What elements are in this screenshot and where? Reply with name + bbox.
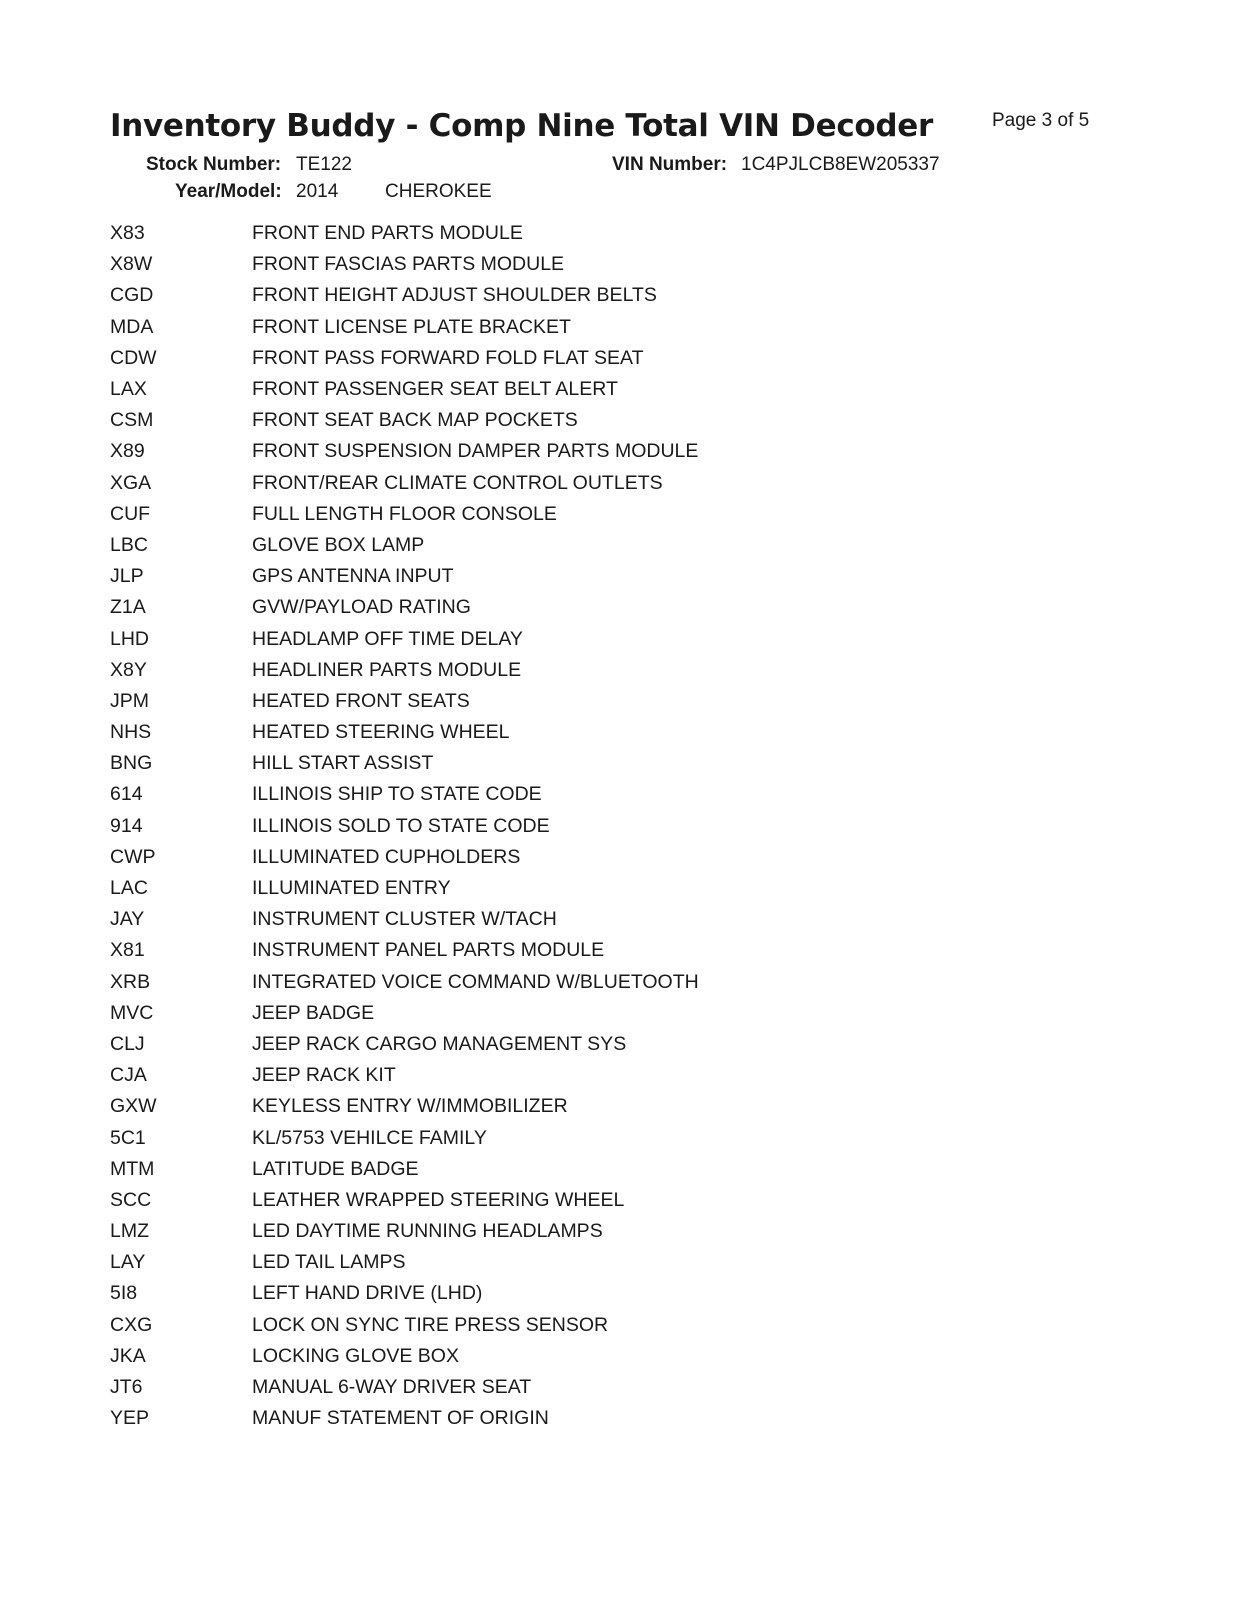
- option-code: LMZ: [110, 1220, 149, 1243]
- option-code: Z1A: [110, 596, 146, 619]
- option-row: [110, 530, 699, 561]
- option-description: HEADLINER PARTS MODULE: [252, 658, 522, 681]
- option-code: JT6: [110, 1376, 143, 1399]
- option-row: [110, 1185, 699, 1216]
- option-description: LED DAYTIME RUNNING HEADLAMPS: [252, 1220, 603, 1243]
- option-row: [110, 374, 699, 405]
- option-row: [110, 623, 699, 654]
- option-code: CDW: [110, 346, 157, 369]
- option-code: LAY: [110, 1251, 146, 1274]
- option-row: [110, 1403, 699, 1434]
- option-code: XGA: [110, 471, 152, 494]
- option-description: KL/5753 VEHILCE FAMILY: [252, 1126, 487, 1149]
- option-row: [110, 935, 699, 966]
- option-code: CWP: [110, 845, 156, 868]
- option-description: MANUF STATEMENT OF ORIGIN: [252, 1407, 549, 1430]
- option-code-list: [110, 218, 699, 1434]
- option-description: FRONT HEIGHT ADJUST SHOULDER BELTS: [252, 284, 657, 307]
- option-description: LOCKING GLOVE BOX: [252, 1344, 459, 1367]
- option-code: JPM: [110, 689, 149, 712]
- option-row: [110, 842, 699, 873]
- option-description: ILLINOIS SHIP TO STATE CODE: [252, 783, 542, 806]
- option-description: LEATHER WRAPPED STEERING WHEEL: [252, 1188, 625, 1211]
- page-number: Page 3 of 5: [992, 110, 1090, 131]
- option-code: JAY: [110, 908, 145, 931]
- model-value: CHEROKEE: [385, 181, 492, 202]
- vin-number-value: 1C4PJLCB8EW205337: [741, 154, 940, 175]
- option-row: [110, 779, 699, 810]
- option-description: FULL LENGTH FLOOR CONSOLE: [252, 502, 557, 525]
- option-row: [110, 1341, 699, 1372]
- option-row: [110, 561, 699, 592]
- option-row: [110, 873, 699, 904]
- option-row: [110, 280, 699, 311]
- option-row: [110, 592, 699, 623]
- option-code: XRB: [110, 970, 151, 993]
- option-row: [110, 218, 699, 249]
- option-row: [110, 717, 699, 748]
- option-description: FRONT PASSENGER SEAT BELT ALERT: [252, 378, 618, 401]
- option-row: [110, 343, 699, 374]
- option-row: [110, 468, 699, 499]
- option-row: [110, 1091, 699, 1122]
- option-description: ILLUMINATED ENTRY: [252, 877, 451, 900]
- option-description: FRONT PASS FORWARD FOLD FLAT SEAT: [252, 346, 644, 369]
- option-code: LHD: [110, 627, 150, 650]
- option-row: [110, 904, 699, 935]
- option-row: [110, 1310, 699, 1341]
- option-row: [110, 686, 699, 717]
- stock-number-label: Stock Number:: [146, 154, 282, 175]
- option-code: 614: [110, 783, 143, 806]
- option-code: CGD: [110, 284, 154, 307]
- option-row: [110, 1154, 699, 1185]
- option-description: ILLUMINATED CUPHOLDERS: [252, 845, 521, 868]
- option-code: 5C1: [110, 1126, 146, 1149]
- option-row: [110, 748, 699, 779]
- option-row: [110, 1060, 699, 1091]
- option-row: [110, 998, 699, 1029]
- option-code: LAC: [110, 877, 148, 900]
- option-code: JKA: [110, 1344, 146, 1367]
- option-code: CJA: [110, 1064, 147, 1087]
- option-description: FRONT END PARTS MODULE: [252, 222, 523, 245]
- option-code: NHS: [110, 721, 152, 744]
- option-row: [110, 499, 699, 530]
- option-description: LOCK ON SYNC TIRE PRESS SENSOR: [252, 1313, 609, 1336]
- option-code: X8W: [110, 253, 153, 276]
- option-code: MTM: [110, 1157, 155, 1180]
- option-code: X89: [110, 440, 145, 463]
- option-row: [110, 249, 699, 280]
- option-code: BNG: [110, 752, 153, 775]
- option-description: JEEP BADGE: [252, 1001, 375, 1024]
- option-row: [110, 811, 699, 842]
- option-description: GVW/PAYLOAD RATING: [252, 596, 471, 619]
- option-code: YEP: [110, 1407, 150, 1430]
- option-description: INTEGRATED VOICE COMMAND W/BLUETOOTH: [252, 970, 699, 993]
- option-description: LEFT HAND DRIVE (LHD): [252, 1282, 483, 1305]
- option-row: [110, 1029, 699, 1060]
- option-row: [110, 655, 699, 686]
- option-row: [110, 1247, 699, 1278]
- option-row: [110, 436, 699, 467]
- option-row: [110, 405, 699, 436]
- option-code: 914: [110, 814, 143, 837]
- option-description: HEATED FRONT SEATS: [252, 689, 470, 712]
- option-description: JEEP RACK CARGO MANAGEMENT SYS: [252, 1032, 627, 1055]
- option-description: JEEP RACK KIT: [252, 1064, 396, 1087]
- option-code: X81: [110, 939, 145, 962]
- option-description: LATITUDE BADGE: [252, 1157, 419, 1180]
- option-code: SCC: [110, 1188, 152, 1211]
- option-code: CUF: [110, 502, 151, 525]
- option-description: ILLINOIS SOLD TO STATE CODE: [252, 814, 550, 837]
- option-row: [110, 1278, 699, 1309]
- option-code: GXW: [110, 1095, 157, 1118]
- option-description: FRONT FASCIAS PARTS MODULE: [252, 253, 565, 276]
- option-description: MANUAL 6-WAY DRIVER SEAT: [252, 1376, 532, 1399]
- option-description: FRONT SEAT BACK MAP POCKETS: [252, 409, 578, 432]
- option-description: GPS ANTENNA INPUT: [252, 565, 454, 588]
- document-title: Inventory Buddy - Comp Nine Total VIN Decoder: [110, 108, 934, 144]
- stock-number-value: TE122: [296, 154, 352, 175]
- option-code: X8Y: [110, 658, 147, 681]
- option-description: INSTRUMENT CLUSTER W/TACH: [252, 908, 557, 931]
- option-description: FRONT/REAR CLIMATE CONTROL OUTLETS: [252, 471, 663, 494]
- option-row: [110, 1216, 699, 1247]
- option-description: FRONT SUSPENSION DAMPER PARTS MODULE: [252, 440, 699, 463]
- option-row: [110, 1122, 699, 1153]
- option-code: CSM: [110, 409, 154, 432]
- option-description: HEATED STEERING WHEEL: [252, 721, 510, 744]
- option-code: LAX: [110, 378, 147, 401]
- option-row: [110, 967, 699, 998]
- option-row: [110, 312, 699, 343]
- option-description: KEYLESS ENTRY W/IMMOBILIZER: [252, 1095, 568, 1118]
- option-description: INSTRUMENT PANEL PARTS MODULE: [252, 939, 605, 962]
- option-code: LBC: [110, 533, 148, 556]
- option-code: 5I8: [110, 1282, 138, 1305]
- option-row: [110, 1372, 699, 1403]
- year-value: 2014: [296, 181, 339, 202]
- option-code: CLJ: [110, 1032, 145, 1055]
- year-model-label: Year/Model:: [175, 181, 282, 202]
- option-description: LED TAIL LAMPS: [252, 1251, 406, 1274]
- option-code: MDA: [110, 315, 154, 338]
- option-description: GLOVE BOX LAMP: [252, 533, 425, 556]
- option-description: HEADLAMP OFF TIME DELAY: [252, 627, 523, 650]
- vin-number-label: VIN Number:: [612, 154, 728, 175]
- option-code: CXG: [110, 1313, 153, 1336]
- option-description: FRONT LICENSE PLATE BRACKET: [252, 315, 571, 338]
- option-code: MVC: [110, 1001, 154, 1024]
- option-code: X83: [110, 222, 145, 245]
- option-description: HILL START ASSIST: [252, 752, 434, 775]
- option-code: JLP: [110, 565, 144, 588]
